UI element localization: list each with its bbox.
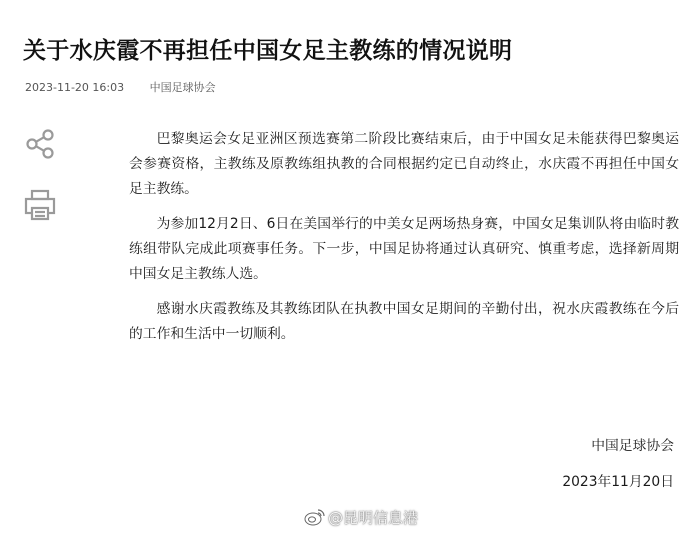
article-body [129,127,679,357]
watermark-text: @昆明信息港 [328,508,419,527]
signature-date: 2023年11月20日 [562,474,674,490]
watermark [304,505,418,529]
paragraph-3: 感谢水庆霞教练及其教练团队在执教中国女足期间的辛勤付出，祝水庆霞教练在今后的工作和生活中一切顺利。 [129,301,679,342]
publish-date: 2023-11-20 16:03 [25,81,125,94]
article-title: 关于水庆霞不再担任中国女足主教练的情况说明 [23,38,513,64]
paragraph-1: 巴黎奥运会女足亚洲区预选赛第二阶段比赛结束后，由于中国女足未能获得巴黎奥运会参赛资格，主教练及原教练组执教的合同根据约定已自动终止，水庆霞不再担任中国女足主教练。 [129,131,679,197]
share-icon [24,128,56,160]
printer-icon [24,189,56,221]
weibo-icon [304,508,326,526]
print-button[interactable] [24,189,56,221]
paragraph-2: 为参加12月2日、6日在美国举行的中美女足两场热身赛，中国女足集训队将由临时教练组带队完成此项赛事任务。下一步，中国足协将通过认真研究、慎重考虑，选择新周期中国女足主教练人选。 [129,216,679,282]
article-source: 中国足球协会 [149,81,216,94]
share-button[interactable] [24,128,56,160]
signature-organization: 中国足球协会 [591,438,674,454]
article-meta [25,79,216,95]
